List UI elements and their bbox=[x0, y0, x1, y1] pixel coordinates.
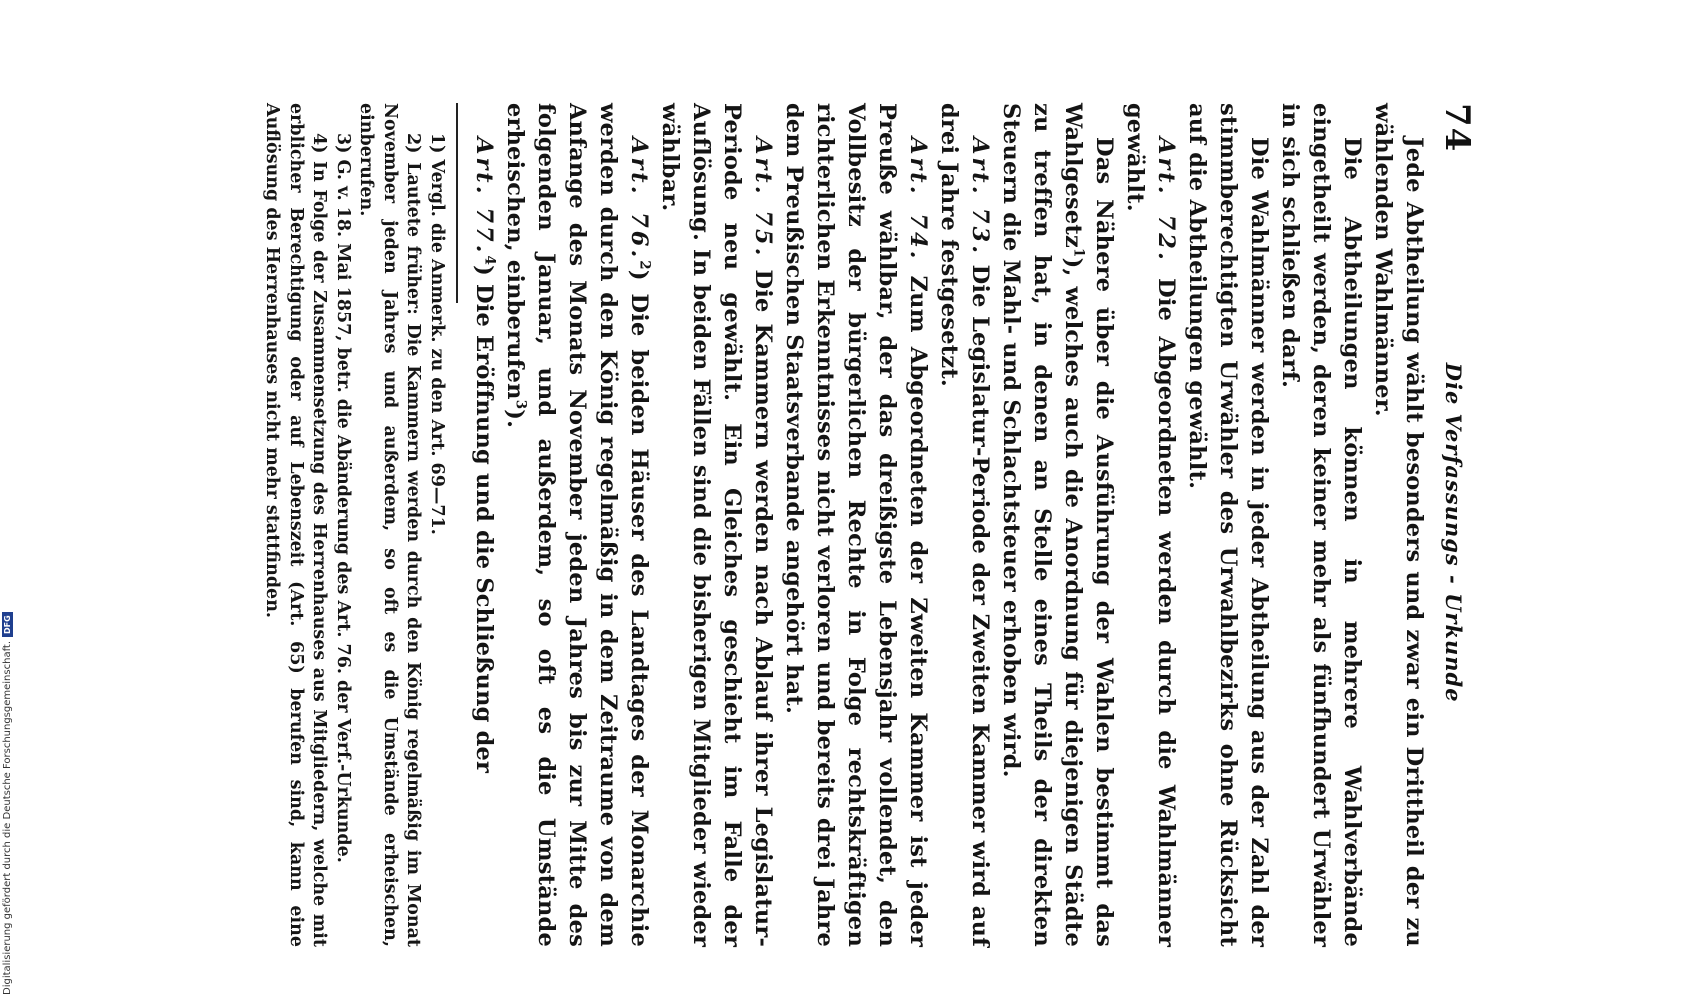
running-title: Die Verfassungs - Urkunde bbox=[1441, 362, 1466, 703]
body-text bbox=[468, 103, 1429, 947]
article-73-label: Art. 73. bbox=[967, 137, 993, 257]
article-73 bbox=[933, 103, 995, 947]
paragraph-4-text-b: ), welches auch die Anordnung für diejenigen Städte zu treffen hat, in denen an Stelle eines Theils der direkten Steuern die Mahl- und Schlachtsteuer erhoben wird. bbox=[998, 103, 1086, 947]
paragraph-4-text-a: Das Nähere über die Ausführung der Wahlen bestimmt das Wahlgesetz bbox=[1060, 103, 1117, 947]
footnote-2: 2) Lautete früher: Die Kammern werden durch den König regelmäßig im Monat November jeden Jahres und außerdem, so oft es die Umstände erheischen, einberufen. bbox=[356, 103, 424, 947]
article-74-label: Art. 74. bbox=[905, 137, 931, 262]
paragraph-4 bbox=[995, 103, 1119, 947]
article-72-label: Art. 72. bbox=[1153, 137, 1179, 263]
article-76-label: Art. 76. bbox=[626, 137, 652, 261]
paragraph-3: Die Wahlmänner werden in jeder Abtheilung aus der Zahl der stimmberechtigten Urwähler des Urwahlbezirks ohne Rücksicht auf die Abtheilungen gewählt. bbox=[1184, 103, 1272, 947]
page-header bbox=[1429, 103, 1477, 947]
footnote-1: 1) Vergl. die Anmerk. zu den Art. 69—71. bbox=[427, 133, 447, 535]
article-77-text: ) Die Eröffnung und die Schließung der bbox=[471, 265, 497, 774]
article-74 bbox=[778, 103, 933, 947]
paragraph-2: Die Abtheilungen können in mehrere Wahlverbände eingetheilt werden, deren keiner mehr als fünfhundert Urwähler in sich schließen darf. bbox=[1277, 103, 1365, 947]
dfg-logo: DFG bbox=[2, 612, 13, 637]
page-number: 74 bbox=[1437, 103, 1477, 153]
footnote-ref-1: 1 bbox=[1070, 248, 1087, 258]
article-75-text: Die Kammern werden nach Ablauf ihrer Legislatur-Periode neu gewählt. Ein Gleiches geschieht im Falle der Auflösung. In beiden Fällen sind die bisherigen Mitglieder wieder wählbar. bbox=[657, 103, 776, 947]
article-75 bbox=[654, 103, 778, 947]
article-72 bbox=[1119, 103, 1181, 947]
credit-text: Digitalisierung gefördert durch die Deutsche Forschungsgemeinschaft. bbox=[2, 640, 13, 995]
paragraph-1: Jede Abtheilung wählt besonders und zwar ein Drittheil der zu wählenden Wahlmänner. bbox=[1370, 103, 1427, 947]
article-76 bbox=[499, 103, 654, 947]
page-content bbox=[185, 85, 1485, 965]
digitization-credit bbox=[0, 0, 22, 1000]
footnote-divider bbox=[456, 103, 458, 303]
rotated-page bbox=[185, 85, 1485, 965]
footnote-ref-2: 2 bbox=[636, 260, 653, 270]
article-72-text: Die Abgeordneten werden durch die Wahlmänner gewählt. bbox=[1122, 103, 1179, 947]
footnote-ref-4: 4 bbox=[481, 255, 498, 266]
article-75-label: Art. 75. bbox=[750, 137, 776, 259]
article-76-text-a: ) Die beiden Häuser des Landtages der Monarchie werden durch den König regelmäßig in dem Zeitraume von dem Anfange des Monats November jeden Jahres bis zur Mitte des folgenden Januar, und außerdem, so oft es die Umstände erheischen, einberufen bbox=[502, 103, 652, 947]
footnotes bbox=[260, 103, 448, 947]
article-77 bbox=[468, 103, 499, 947]
footnote-3: 3) G. v. 18. Mai 1857, betr. die Abänderung des Art. 76. der Verf.-Urkunde. bbox=[333, 133, 353, 863]
article-77-label: Art. 77. bbox=[471, 137, 497, 256]
article-76-text-b: ). bbox=[502, 409, 528, 429]
article-74-text: Zum Abgeordneten der Zweiten Kammer ist jeder Preuße wählbar, der das dreißigste Lebensjahr vollendet, den Vollbesitz der bürgerlichen Rechte in Folge rechtskräftigen richterlichen Erkenntnisses nicht verloren und bereits drei Jahre dem Preußischen Staatsverbande angehört hat. bbox=[781, 103, 931, 948]
footnote-4: 4) In Folge der Zusammensetzung des Herrenhauses aus Mitgliedern, welche mit erblicher Berechtigung oder auf Lebenszeit (Art. 65) berufen sind, kann eine Auflösung des Herrenhauses nicht mehr stattfinden. bbox=[262, 103, 330, 947]
article-73-text: Die Legislatur-Periode der Zweiten Kammer wird auf drei Jahre festgesetzt. bbox=[936, 103, 993, 948]
footnote-ref-3: 3 bbox=[512, 399, 529, 410]
